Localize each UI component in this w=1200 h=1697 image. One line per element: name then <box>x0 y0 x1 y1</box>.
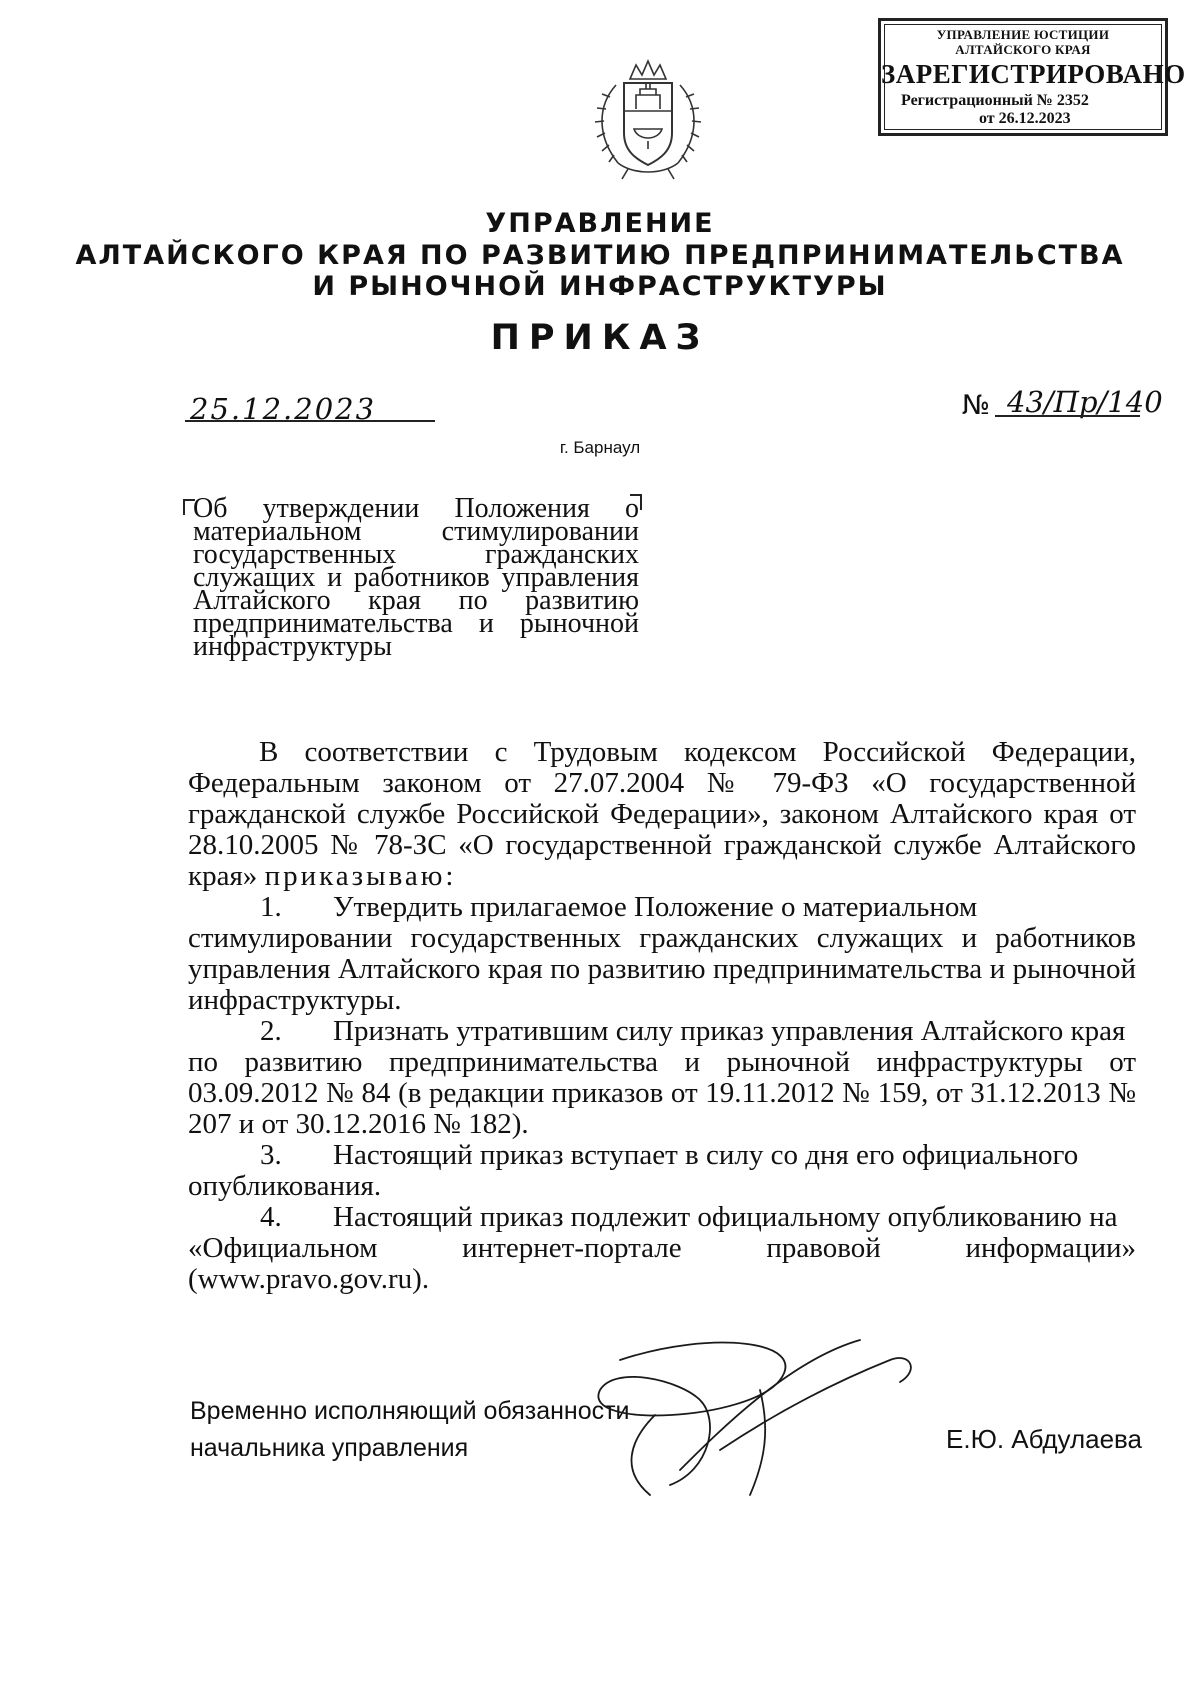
item-first-line: Признать утратившим силу приказ управления Алтайского края <box>333 1015 1126 1047</box>
list-item <box>188 892 1136 923</box>
item-number: 3. <box>260 1139 282 1171</box>
stamp-reg-number: Регистрационный № 2352 <box>901 92 1089 109</box>
item-continuation: стимулировании государственных гражданских служащих и работников управления Алтайского края по развитию предпринимательства и рыночной инфраструктуры. <box>188 922 1136 1016</box>
stamp-org-line2: АЛТАЙСКОГО КРАЯ <box>955 42 1091 57</box>
item-continuation: по развитию предпринимательства и рыночной инфраструктуры от 03.09.2012 № 84 (в редакции приказов от 19.11.2012 № 159, от 31.12.2013 № 207 и от 30.12.2016 № 182). <box>188 1046 1136 1140</box>
item-number: 4. <box>260 1201 282 1233</box>
document-title: ПРИКАЗ <box>490 318 710 358</box>
document-body <box>188 737 1136 1295</box>
preamble <box>188 737 1136 892</box>
stamp-reg-date: от 26.12.2023 <box>979 110 1071 127</box>
item-first-line: Утвердить прилагаемое Положение о материальном <box>333 891 978 923</box>
org-name-line1: УПРАВЛЕНИЕ <box>485 208 715 239</box>
number-label: № <box>962 390 991 421</box>
stamp-org-line1: УПРАВЛЕНИЕ ЮСТИЦИИ <box>936 27 1110 42</box>
date-underline <box>185 420 435 422</box>
number-underline <box>995 415 1140 417</box>
item-number: 2. <box>260 1015 282 1047</box>
document-number: 43/Пр/140 <box>1007 385 1163 419</box>
org-name-line3: И РЫНОЧНОЙ ИНФРАСТРУКТУРЫ <box>312 271 888 302</box>
order-word: приказываю: <box>264 860 457 892</box>
item-continuation: опубликования. <box>188 1170 382 1202</box>
signer-name: Е.Ю. Абдулаева <box>946 1424 1143 1454</box>
list-item <box>188 1202 1136 1233</box>
list-item <box>188 1016 1136 1047</box>
stamp-status: ЗАРЕГИСТРИРОВАНО <box>881 59 1186 89</box>
item-first-line: Настоящий приказ подлежит официальному опубликованию на <box>333 1201 1118 1233</box>
item-number: 1. <box>260 891 282 923</box>
handwritten-signature-icon <box>560 1320 980 1510</box>
item-continuation: «Официальном интернет-портале правовой информации» (www.pravo.gov.ru). <box>188 1232 1136 1295</box>
signer-position-line1: Временно исполняющий обязанности <box>190 1397 630 1425</box>
item-first-line: Настоящий приказ вступает в силу со дня его официального <box>333 1139 1079 1171</box>
preamble-text: В соответствии с Трудовым кодексом Российской Федерации, Федеральным законом от 27.07.2004 № 79-ФЗ «О государственной гражданской службе Российской Федерации», законом Алтайского края от 28.10.2005 № 78-ЗС «О государственной гражданской службе Алтайского края» <box>188 736 1136 892</box>
coat-of-arms-icon <box>588 55 708 185</box>
document-date: 25.12.2023 <box>190 392 377 426</box>
document-subject: Об утверждении Положения о материальном стимулировании государственных гражданских служащих и работников управления Алтайского края по развитию предпринимательства и рыночной инфраструктуры <box>193 493 639 662</box>
signer-position-line2: начальника управления <box>190 1434 469 1462</box>
registration-stamp <box>878 18 1186 136</box>
list-item <box>188 1140 1136 1171</box>
org-name-line2: АЛТАЙСКОГО КРАЯ ПО РАЗВИТИЮ ПРЕДПРИНИМАТЕЛЬСТВА <box>75 240 1125 271</box>
city: г. Барнаул <box>559 438 641 457</box>
